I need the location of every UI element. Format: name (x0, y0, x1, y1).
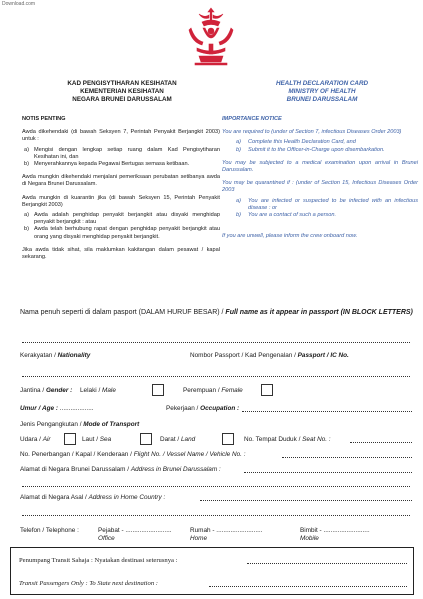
address-home-field[interactable] (200, 495, 412, 501)
address-home-label: Alamat di Negara Asal / Address in Home Country : (20, 494, 416, 502)
transport-label: Jenis Pengangkutan / Mode of Transport (20, 421, 140, 428)
notice-english-item: a) Complete this Health Declaration Card, and (236, 139, 356, 146)
notice-malay-p3: Awda mungkin di kuarantin jika (di bawah Seksyen 15, Perintah Penyakit Berjangkit 2003) (22, 194, 220, 208)
watermark: Download.com (2, 1, 36, 7)
header-malay: KAD PENGISYTIHARAN KESIHATAN KEMENTERIAN KESIHATAN NEGARA BRUNEI DARUSSALAM (67, 80, 177, 103)
notice-malay-heading: NOTIS PENTING (22, 116, 66, 122)
transit-destination-field[interactable] (247, 558, 407, 564)
notice-english (222, 116, 418, 240)
air-checkbox[interactable] (64, 433, 76, 445)
female-checkbox[interactable] (261, 384, 273, 396)
age-field[interactable]: ................... (59, 405, 94, 412)
sea-checkbox[interactable] (140, 433, 152, 445)
gender-label: Jantina / Gender : (20, 387, 73, 394)
seat-field[interactable] (350, 437, 412, 443)
flight-label: No. Penerbangan / Kapal / Kenderaan / Flight No. / Vessel Name / Vehicle No. : (20, 451, 246, 458)
address-brunei-field[interactable] (244, 467, 412, 473)
notice-malay-item: b) Menyerahkannya kepada Pegawai Bertugas semasa ketibaan. (24, 161, 190, 168)
address-brunei-field-line2[interactable] (22, 486, 410, 487)
male-label: Lelaki / Male (80, 387, 116, 394)
header-english: HEALTH DECLARATION CARD MINISTRY OF HEALTH BRUNEI DARUSSALAM (275, 80, 369, 103)
land-checkbox[interactable] (222, 433, 234, 445)
name-field[interactable] (22, 342, 410, 343)
transit-destination-field-english[interactable] (209, 581, 407, 587)
transit-english: Transit Passengers Only : To State next destination : (19, 580, 409, 587)
nationality-label: Kerakyatan / Nationality (20, 352, 91, 359)
name-label: Nama penuh seperti di dalam pasport (DALAM HURUF BESAR) / Full name as it appear in passport (IN BLOCK LETTERS) (20, 309, 413, 316)
transport-row (20, 436, 416, 444)
notice-english-p4: If you are unwell, please inform the crew onboard now. (222, 233, 358, 240)
sea-label: Laut / Sea (82, 436, 112, 443)
seat-label: No. Tempat Duduk / Seat No. : (244, 436, 331, 443)
nationality-passport-field[interactable] (22, 376, 410, 377)
notice-english-p2: You may be subjected to a medical examination upon arrival in Brunei Darussalam. (222, 159, 418, 174)
notice-english-heading: IMPORTANCE NOTICE (222, 116, 282, 122)
air-label: Udara / Air (20, 436, 51, 443)
home-phone: Rumah - .......................... Home (190, 527, 263, 542)
transit-malay: Penumpang Transit Sahaja : Nyatakan destinasi seterusnya : (19, 557, 409, 564)
age-row (20, 405, 416, 413)
notice-malay-item: b) Awda telah berhubung rapat dengan penghidap penyakit berjangkit atau orang yang disyaki menghidap penyakit berjangkit. (24, 226, 220, 240)
mobile-phone: Bimbit - .......................... Mobile (300, 527, 370, 542)
occupation-field[interactable] (242, 406, 412, 412)
nationality-row (20, 352, 416, 360)
notice-english-item: b) Submit it to the Officer-in-Charge upon disembarkation. (236, 146, 385, 153)
notice-malay-p1: Awda dikehendaki (di bawah Seksyen 7, Perintah Penyakit Berjangkit 2003) untuk : (22, 129, 220, 143)
flight-row (20, 451, 416, 459)
land-label: Darat / Land (160, 436, 196, 443)
notice-malay-item: a) Mengisi dengan lengkap setiap ruang dalam Kad Pengisytiharan Kesihatan ini, dan (24, 146, 220, 160)
notice-malay (22, 116, 220, 261)
notice-english-p1: You are required to (under of Section 7, infectious Diseases Order 2003) (222, 129, 402, 136)
notice-malay-p4: Jika awda tidak sihat, sila maklumkan kakitangan dalam pesawat / kapal sekarang. (22, 246, 220, 261)
mobile-phone-field[interactable]: .......................... (323, 527, 370, 534)
age-label: Umur / Age : ................... (20, 405, 94, 412)
notice-english-item: a) You are infected or suspected to be infected with an infectious disease : or (236, 197, 418, 211)
gender-row (20, 387, 416, 395)
address-home-field-line2[interactable] (22, 515, 410, 516)
notice-english-p3: You may be quarantined if : (under of Section 15, Infectious Diseases Order 2003 (222, 180, 418, 194)
notice-english-item: b) You are a contact of such a person. (236, 212, 337, 219)
flight-field[interactable] (282, 452, 412, 458)
male-checkbox[interactable] (152, 384, 164, 396)
transit-box (10, 547, 414, 595)
occupation-label: Pekerjaan / Occupation : (166, 405, 240, 412)
brunei-crest-emblem (185, 6, 237, 66)
notice-malay-p2: Awda mungkin dikehendaki menjalani pemeriksaan perubatan setibanya awda di Negara Brunei Darussalam. (22, 174, 220, 188)
notice-malay-item: a) Awda adalah penghidap penyakit berjangkit atau disyaki menghidap penyakit berjangkit : atau (24, 212, 220, 226)
telephone-label: Telefon / Telephone : (20, 527, 79, 534)
home-phone-field[interactable]: .......................... (216, 527, 263, 534)
office-phone: Pejabat - .......................... Office (98, 527, 172, 542)
address-brunei-label: Alamat di Negara Brunei Darussalam / Address in Brunei Darussalam : (20, 466, 416, 474)
female-label: Perempuan / Female (183, 387, 243, 394)
office-phone-field[interactable]: .......................... (125, 527, 172, 534)
passport-label: Nombor Passport / Kad Pengenalan / Passport / IC No. (190, 352, 349, 359)
telephone-row (20, 527, 416, 542)
